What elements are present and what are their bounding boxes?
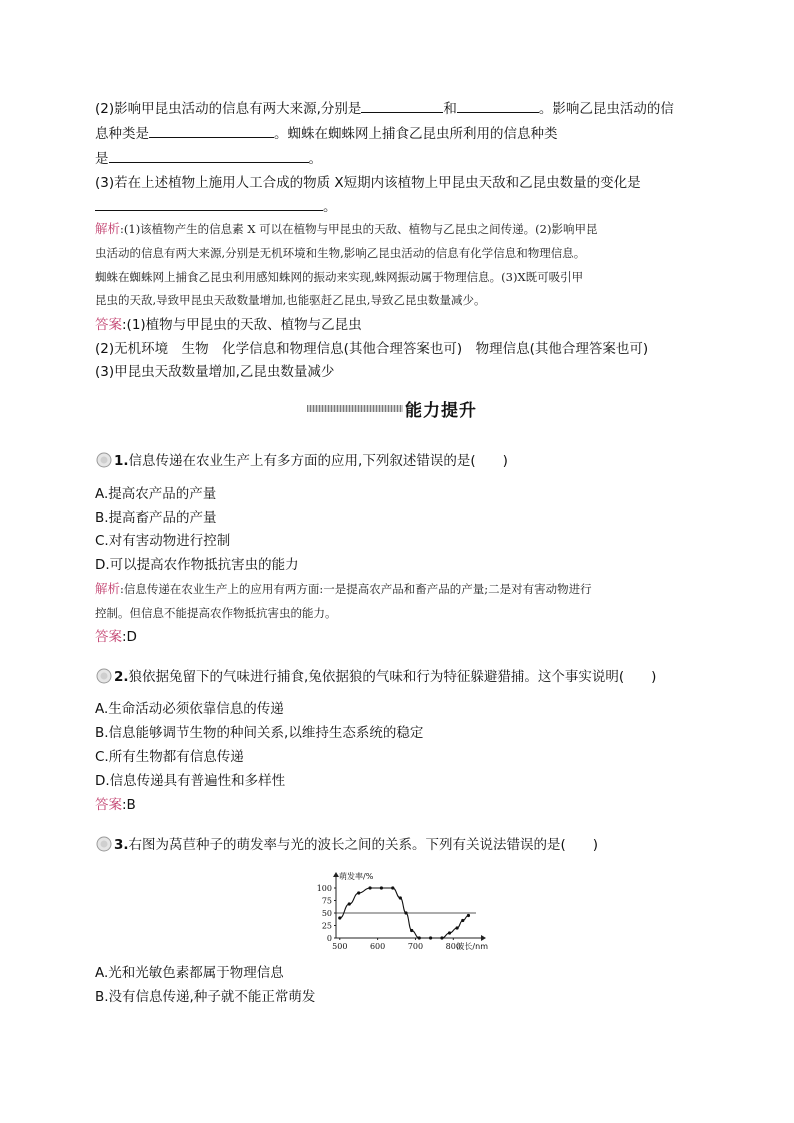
answer-label: 答案 (95, 317, 122, 333)
text: 。 (308, 151, 322, 167)
section-header (307, 397, 477, 419)
answer-blank (361, 99, 443, 113)
option-d: D.可以提高农作物抵抗害虫的能力 (95, 557, 299, 573)
y-tick-label: 50 (321, 909, 332, 918)
data-point (455, 926, 458, 929)
option-b: B.信息能够调节生物的种间关系,以维持生态系统的稳定 (95, 725, 424, 741)
option-a: A.光和光敏色素都属于物理信息 (95, 965, 284, 981)
analysis-line: 蜘蛛在蜘蛛网上捕食乙昆虫利用感知蛛网的振动来实现,蛛网振动属于物理信息。(3)X既可吸引甲 (95, 270, 584, 284)
question-part2-line2 (95, 124, 558, 143)
x-axis-arrow (481, 935, 486, 941)
x-tick-label: 800 (445, 942, 461, 951)
data-point (404, 911, 407, 914)
question-number: 3. (114, 837, 129, 853)
option-a: A.生命活动必须依靠信息的传递 (95, 701, 284, 717)
germination-chart (310, 868, 496, 954)
option-c: C.对有害动物进行控制 (95, 533, 231, 549)
answer-text: :B (122, 797, 136, 813)
y-axis-label: 萌发率/% (339, 872, 374, 881)
data-point (461, 919, 464, 922)
question-text: 狼依据兔留下的气味进行捕食,兔依据狼的气味和行为特征躲避猎捕。这个事实说明( ) (128, 669, 657, 685)
analysis-line: 控制。但信息不能提高农作物抵抗害虫的能力。 (95, 606, 337, 620)
data-point (348, 902, 351, 905)
text: 。蜘蛛在蜘蛛网上捕食乙昆虫所利用的信息种类 (274, 126, 558, 142)
data-point (440, 936, 443, 939)
data-point (391, 886, 394, 889)
question-number: 1. (114, 453, 129, 469)
question-marker-icon (95, 668, 113, 684)
x-axis-label: 波长/nm (456, 942, 488, 951)
question-3-stem (95, 836, 598, 854)
question-1-stem (95, 452, 508, 470)
text: 。影响乙昆虫活动的信 (538, 101, 674, 117)
data-point (399, 896, 402, 899)
text: 和 (443, 101, 457, 117)
question-part2-line3 (95, 149, 322, 168)
question-marker-icon (95, 836, 113, 852)
question-part2-line1 (95, 99, 674, 118)
data-point (448, 931, 451, 934)
answer-label: 答案 (95, 797, 122, 813)
analysis-line (95, 221, 597, 237)
section-title: 能力提升 (405, 400, 477, 421)
x-tick-label: 500 (332, 942, 348, 951)
answer-text: :(1)植物与甲昆虫的天敌、植物与乙昆虫 (122, 317, 362, 333)
option-b: B.提高畜产品的产量 (95, 510, 217, 526)
analysis-text: :(1)该植物产生的信息素 X 可以在植物与甲昆虫的天敌、植物与乙昆虫之间传递。(2)影响甲昆 (120, 222, 598, 236)
data-point (380, 886, 383, 889)
answer-line (95, 316, 362, 334)
answer-line: (2)无机环境 生物 化学信息和物理信息(其他合理答案也可) 物理信息(其他合理答案也可) (95, 341, 649, 357)
text: 。 (323, 199, 337, 215)
question-2-stem (95, 668, 656, 686)
answer-label: 答案 (95, 629, 122, 645)
analysis-line (95, 581, 592, 597)
text: (2)影响甲昆虫活动的信息有两大来源,分别是 (95, 101, 362, 117)
analysis-label: 解析 (95, 221, 121, 236)
data-point (368, 886, 371, 889)
y-tick-label: 75 (321, 896, 332, 906)
answer-blank (149, 124, 274, 138)
data-point (410, 929, 413, 932)
answer-line (95, 796, 136, 814)
y-tick-label: 0 (326, 934, 332, 943)
analysis-line: 昆虫的天敌,导致甲昆虫天敌数量增加,也能驱赶乙昆虫,导致乙昆虫数量减少。 (95, 293, 486, 307)
analysis-text: :信息传递在农业生产上的应用有两方面:一是提高农产品和畜产品的产量;二是对有害动物进行 (120, 582, 592, 596)
question-text: 信息传递在农业生产上有多方面的应用,下列叙述错误的是( ) (128, 453, 508, 469)
y-tick-label: 100 (316, 884, 332, 893)
data-point (467, 914, 470, 917)
data-point (357, 891, 360, 894)
question-number: 2. (114, 669, 129, 685)
text: 息种类是 (95, 126, 149, 142)
answer-blank (95, 197, 323, 211)
section-decor-bar (307, 405, 403, 412)
answer-line (95, 628, 137, 646)
question-part3-line2 (95, 197, 337, 216)
text: 是 (95, 151, 109, 167)
data-point (429, 936, 432, 939)
option-b: B.没有信息传递,种子就不能正常萌发 (95, 989, 316, 1005)
data-point (418, 936, 421, 939)
answer-text: :D (122, 629, 137, 645)
question-marker-icon (95, 452, 113, 468)
option-d: D.信息传递具有普遍性和多样性 (95, 773, 286, 789)
option-a: A.提高农产品的产量 (95, 486, 217, 502)
analysis-line: 虫活动的信息有两大来源,分别是无机环境和生物,影响乙昆虫活动的信息有化学信息和物理信息。 (95, 246, 586, 260)
answer-blank (457, 99, 539, 113)
x-tick-label: 700 (407, 942, 424, 951)
analysis-label: 解析 (95, 581, 121, 596)
x-tick-label: 600 (369, 942, 386, 951)
data-point (338, 916, 341, 919)
answer-line: (3)甲昆虫天敌数量增加,乙昆虫数量减少 (95, 364, 335, 380)
answer-blank (109, 149, 309, 163)
y-tick-label: 25 (321, 921, 332, 931)
option-c: C.所有生物都有信息传递 (95, 749, 244, 765)
question-text: 右图为莴苣种子的萌发率与光的波长之间的关系。下列有关说法错误的是( ) (128, 837, 599, 853)
question-part3-line1: (3)若在上述植物上施用人工合成的物质 X短期内该植物上甲昆虫天敌和乙昆虫数量的变化是 (95, 175, 641, 191)
